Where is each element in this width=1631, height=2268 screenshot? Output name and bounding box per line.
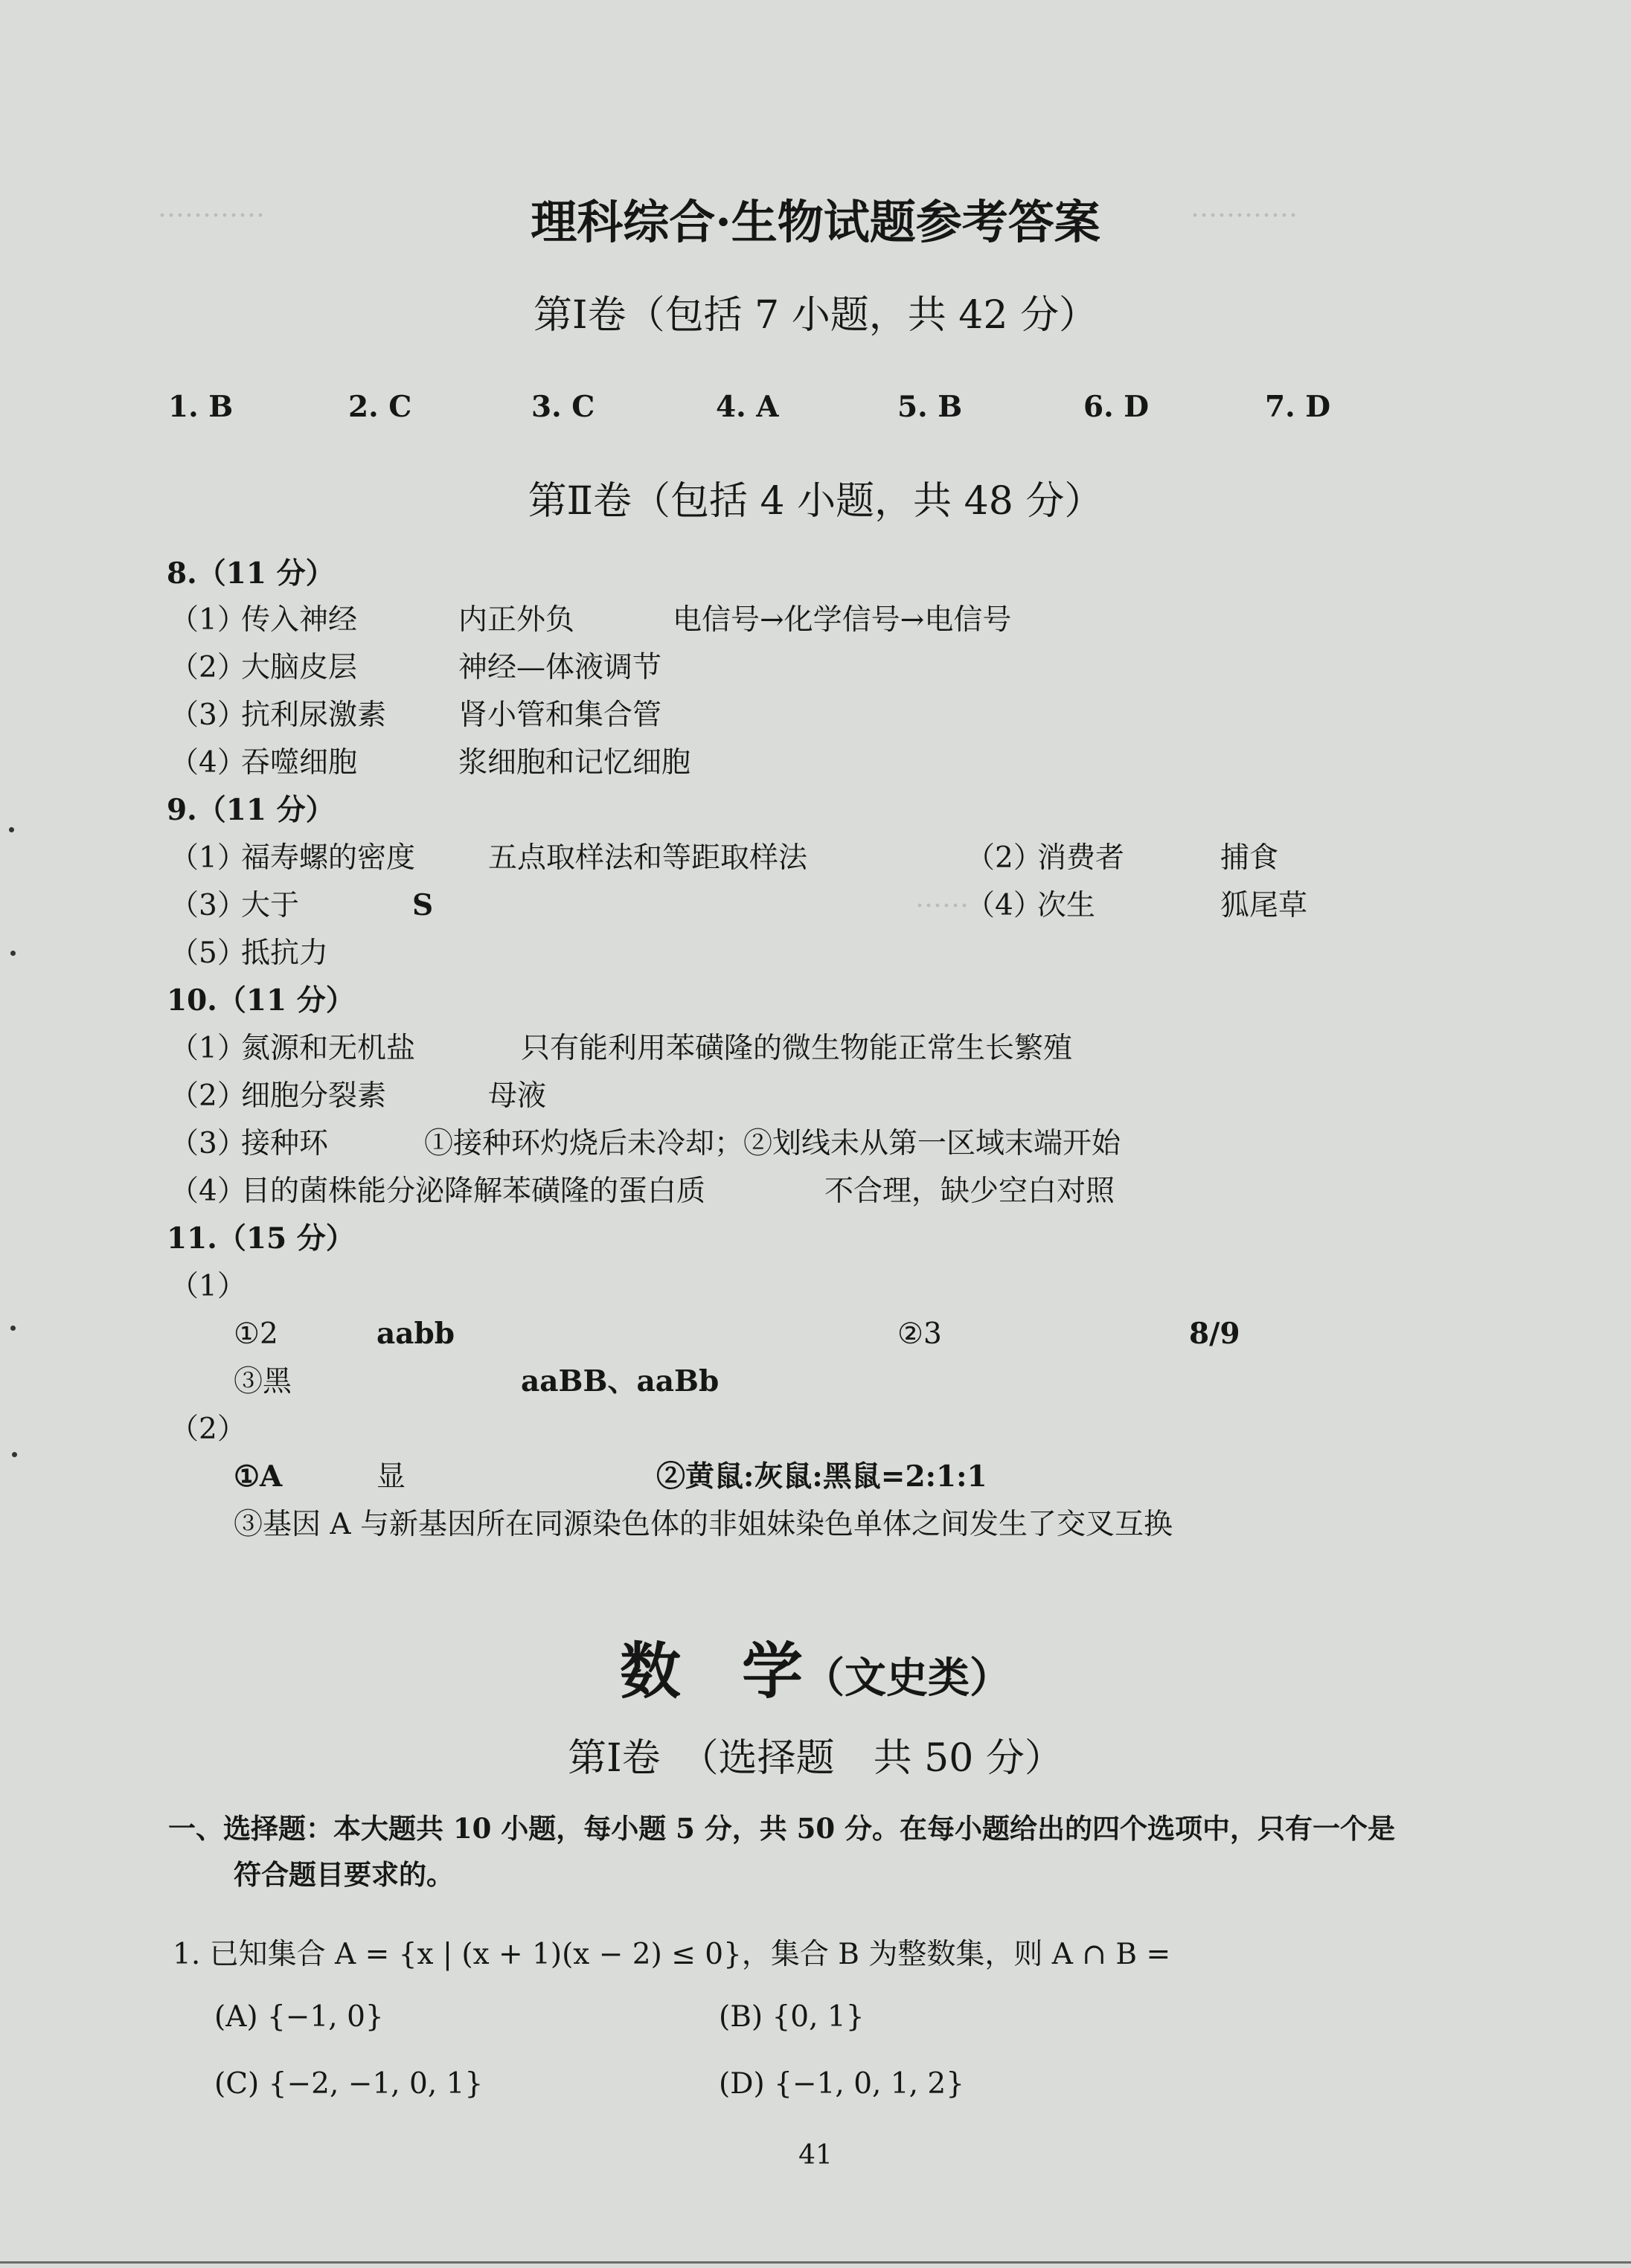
- q9-answer: 狐尾草: [1220, 889, 1308, 922]
- q8-answer: 内正外负: [458, 603, 575, 637]
- mc-answer: 6. D: [1083, 390, 1150, 424]
- q10-answer: 目的菌株能分泌降解苯磺隆的蛋白质: [241, 1175, 706, 1208]
- instructions-line-2: 符合题目要求的。: [234, 1858, 454, 1891]
- q11-answer: 8/9: [1189, 1317, 1240, 1351]
- q9-part-num: （2）: [966, 841, 1042, 875]
- math-title: [0, 1636, 1631, 1707]
- q11-answer: aabb: [376, 1317, 455, 1351]
- mc-answer: 1. B: [168, 390, 234, 424]
- q8-answer: 吞噬细胞: [241, 746, 358, 780]
- q10-answer: 不合理，缺少空白对照: [824, 1175, 1115, 1208]
- q10-part-num: （4）: [170, 1175, 246, 1208]
- q11-answer: ①2: [234, 1317, 278, 1351]
- q10-answer: 细胞分裂素: [241, 1079, 387, 1113]
- q11-part-num: （1）: [170, 1270, 246, 1303]
- q11-answer: ③黑: [234, 1365, 292, 1398]
- margin-dot: [9, 827, 14, 832]
- q8-answer: 肾小管和集合管: [458, 698, 662, 732]
- q8-part-num: （2）: [170, 651, 246, 684]
- q1-option-d: (D) {−1, 0, 1, 2}: [719, 2067, 965, 2101]
- mc-answer: 2. C: [348, 390, 412, 424]
- q10-part-num: （1）: [170, 1032, 246, 1065]
- q9-answer: S: [412, 888, 434, 922]
- q1-option-b: (B) {0, 1}: [719, 2000, 865, 2034]
- q8-part-num: （3）: [170, 698, 246, 732]
- q10-part-num: （2）: [170, 1079, 246, 1113]
- math-title-sub: （文史类）: [803, 1654, 1011, 1703]
- q8-part-num: （1）: [170, 603, 246, 637]
- mc-answer: 7. D: [1265, 390, 1331, 424]
- q9-answer: 抵抗力: [241, 937, 329, 970]
- q8-answer: 抗利尿激素: [241, 698, 387, 732]
- part1-heading: 第Ⅰ卷（包括 7 小题，共 42 分）: [533, 293, 1098, 338]
- q1-option-a: (A) {−1, 0}: [214, 2000, 384, 2034]
- q8-answer: 传入神经: [241, 603, 358, 637]
- instructions-line-1: 一、选择题：本大题共 10 小题，每小题 5 分，共 50 分。在每小题给出的四个选项中，只有一个是: [168, 1812, 1396, 1845]
- q9-heading: 9.（11 分）: [167, 793, 335, 827]
- bottom-edge-line: [0, 2261, 1631, 2264]
- q9-part-num: （5）: [170, 937, 246, 970]
- bleed-through-text: ‥‥‥‥‥‥: [158, 193, 266, 223]
- part2-heading: 第Ⅱ卷（包括 4 小题，共 48 分）: [528, 479, 1103, 524]
- q10-part-num: （3）: [170, 1127, 246, 1160]
- q9-part-num: （1）: [170, 841, 246, 875]
- q9-answer: 消费者: [1037, 841, 1125, 875]
- bleed-through-text: ‥‥‥: [915, 883, 970, 913]
- q8-answer: 电信号→化学信号→电信号: [673, 603, 1012, 637]
- q11-answer: aaBB、aaBb: [521, 1364, 720, 1398]
- mc-answer: 3. C: [531, 390, 595, 424]
- margin-dot: [12, 1452, 17, 1457]
- q10-answer: 氮源和无机盐: [241, 1032, 416, 1065]
- q10-answer: ①接种环灼烧后未冷却；②划线未从第一区域末端开始: [424, 1127, 1121, 1160]
- q11-answer: ②3: [897, 1317, 942, 1351]
- q11-answer: ②黄鼠:灰鼠:黑鼠=2:1:1: [656, 1459, 987, 1494]
- q10-answer: 母液: [488, 1079, 547, 1113]
- margin-dot: [10, 951, 16, 956]
- q10-answer: 接种环: [241, 1127, 329, 1160]
- q9-answer: 次生: [1037, 889, 1096, 922]
- q9-answer: 福寿螺的密度: [241, 841, 416, 875]
- q1-stem: 1. 已知集合 A = {x | (x + 1)(x − 2) ≤ 0}，集合 B 为整数集，则 A ∩ B =: [173, 1938, 1171, 1971]
- q10-heading: 10.（11 分）: [167, 983, 355, 1018]
- q8-answer: 浆细胞和记忆细胞: [458, 746, 691, 780]
- q9-answer: 捕食: [1220, 841, 1279, 875]
- q11-part-num: （2）: [170, 1413, 246, 1446]
- q9-part-num: （3）: [170, 889, 246, 922]
- q9-answer: 大于: [241, 889, 300, 922]
- page-number: 41: [798, 2140, 833, 2171]
- q9-part-num: （4）: [966, 889, 1042, 922]
- mc-answer: 5. B: [897, 390, 963, 424]
- q8-heading: 8.（11 分）: [167, 556, 335, 591]
- q8-answer: 神经—体液调节: [458, 651, 662, 684]
- q11-answer: ③基因 A 与新基因所在同源染色体的非姐妹染色单体之间发生了交叉互换: [234, 1508, 1173, 1541]
- biology-title: 理科综合·生物试题参考答案: [531, 195, 1100, 249]
- mc-answer: 4. A: [716, 390, 779, 424]
- q11-answer: 显: [376, 1460, 406, 1494]
- q11-answer: ①A: [234, 1459, 283, 1494]
- q1-option-c: (C) {−2, −1, 0, 1}: [214, 2067, 484, 2101]
- q11-heading: 11.（15 分）: [167, 1221, 355, 1256]
- math-title-main: 数 学: [619, 1636, 803, 1707]
- q8-part-num: （4）: [170, 746, 246, 780]
- q10-answer: 只有能利用苯磺隆的微生物能正常生长繁殖: [521, 1032, 1073, 1065]
- q9-answer: 五点取样法和等距取样法: [488, 841, 808, 875]
- q8-answer: 大脑皮层: [241, 651, 358, 684]
- bleed-through-text: ‥‥‥‥‥‥: [1191, 193, 1298, 223]
- math-section-heading: 第Ⅰ卷 （选择题 共 50 分）: [568, 1736, 1063, 1781]
- margin-dot: [10, 1326, 16, 1331]
